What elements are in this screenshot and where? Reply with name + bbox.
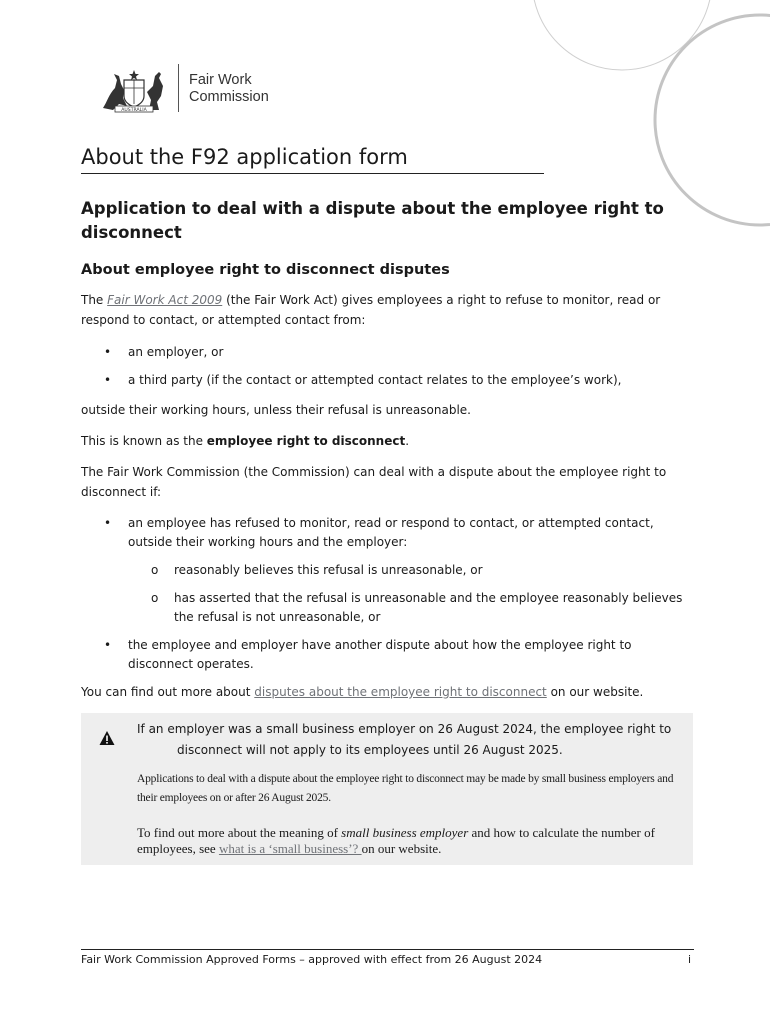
sub-bullet-marker: o xyxy=(151,591,159,605)
list-item-text: an employer, or xyxy=(128,345,224,359)
fair-work-act-link[interactable]: Fair Work Act 2009 xyxy=(107,293,223,307)
callout-line-1: If an employer was a small business employer on 26 August 2024, the employee right to xyxy=(137,722,672,736)
sub-list-item-text: has asserted that the refusal is unreasonable and the employee reasonably believes the refusal is not unreasonable, or xyxy=(174,591,683,624)
footer-text: Fair Work Commission Approved Forms – approved with effect from 26 August 2024 xyxy=(81,953,543,966)
sub-bullet-marker: o xyxy=(151,563,159,577)
callout-p3-mid: and how to calculate the number of employees, see xyxy=(137,825,655,856)
list-item-text: a third party (if the contact or attempted contact relates to the employee’s work), xyxy=(128,373,622,387)
logo-line-2: Commission xyxy=(189,89,269,105)
list-item xyxy=(104,371,688,390)
callout-lead-text xyxy=(137,719,677,761)
callout-p3-before: To find out more about the meaning of xyxy=(137,825,342,840)
footer-divider xyxy=(81,949,694,950)
form-subtitle: Application to deal with a dispute about the employee right to disconnect xyxy=(81,199,664,242)
bullet-icon: • xyxy=(104,516,112,530)
commission-paragraph: The Fair Work Commission (the Commission) can deal with a dispute about the employee right to disconnect if: xyxy=(81,465,667,499)
disputes-link[interactable]: disputes about the employee right to disconnect xyxy=(254,685,547,699)
intro-text-before: The xyxy=(81,293,108,307)
list-item xyxy=(104,636,688,674)
logo-wordmark xyxy=(189,72,269,106)
callout-line-2: disconnect will not apply to its employees until 26 August 2025. xyxy=(177,743,563,757)
fair-work-logo xyxy=(97,62,297,118)
bullet-icon: • xyxy=(104,638,112,652)
page-number: i xyxy=(688,953,692,966)
small-business-link[interactable]: what is a ‘small business’? xyxy=(218,841,362,856)
sub-list-item xyxy=(151,589,689,627)
list-item-text: an employee has refused to monitor, read or respond to contact, or attempted contact, outside their working hours and the employer: xyxy=(128,516,654,549)
list-item xyxy=(104,514,688,552)
small-business-callout xyxy=(81,713,693,865)
callout-paragraph-3 xyxy=(137,825,677,857)
section-heading: About employee right to disconnect disputes xyxy=(81,262,450,278)
find-more-before: You can find out more about xyxy=(81,685,255,699)
sub-list-item-text: reasonably believes this refusal is unreasonable, or xyxy=(174,563,483,577)
callout-p3-after: on our website. xyxy=(361,841,442,856)
logo-divider xyxy=(178,64,179,112)
callout-paragraph-2: Applications to deal with a dispute about the employee right to disconnect may be made by small business employers and their employees on or after 26 August 2025. xyxy=(137,773,674,804)
bullet-icon: • xyxy=(104,373,112,387)
callout-p3-em: small business employer xyxy=(341,825,469,840)
list-item-text: the employee and employer have another dispute about how the employee right to disconnect operates. xyxy=(128,638,632,671)
find-more-after: on our website. xyxy=(546,685,644,699)
bullet-icon: • xyxy=(104,345,112,359)
sub-list-item xyxy=(151,561,689,580)
logo-line-1: Fair Work xyxy=(189,72,252,88)
warning-icon xyxy=(99,730,115,746)
intro-paragraph xyxy=(81,290,681,330)
after-bullets-paragraph: outside their working hours, unless their refusal is unreasonable. xyxy=(81,403,471,417)
page-title: About the F92 application form xyxy=(81,145,544,174)
known-as-before: This is known as the xyxy=(81,434,207,448)
known-as-bold: employee right to disconnect xyxy=(206,434,406,448)
known-as-paragraph xyxy=(81,431,681,451)
crest-icon xyxy=(97,64,171,114)
list-item xyxy=(104,343,688,362)
crest-label: AUSTRALIA xyxy=(121,107,147,113)
find-more-paragraph xyxy=(81,682,681,702)
known-as-after: . xyxy=(405,434,410,448)
intro-text-after: (the Fair Work Act) gives employees a right to refuse to monitor, read or respond to contact, or attempted contact from: xyxy=(81,293,661,327)
